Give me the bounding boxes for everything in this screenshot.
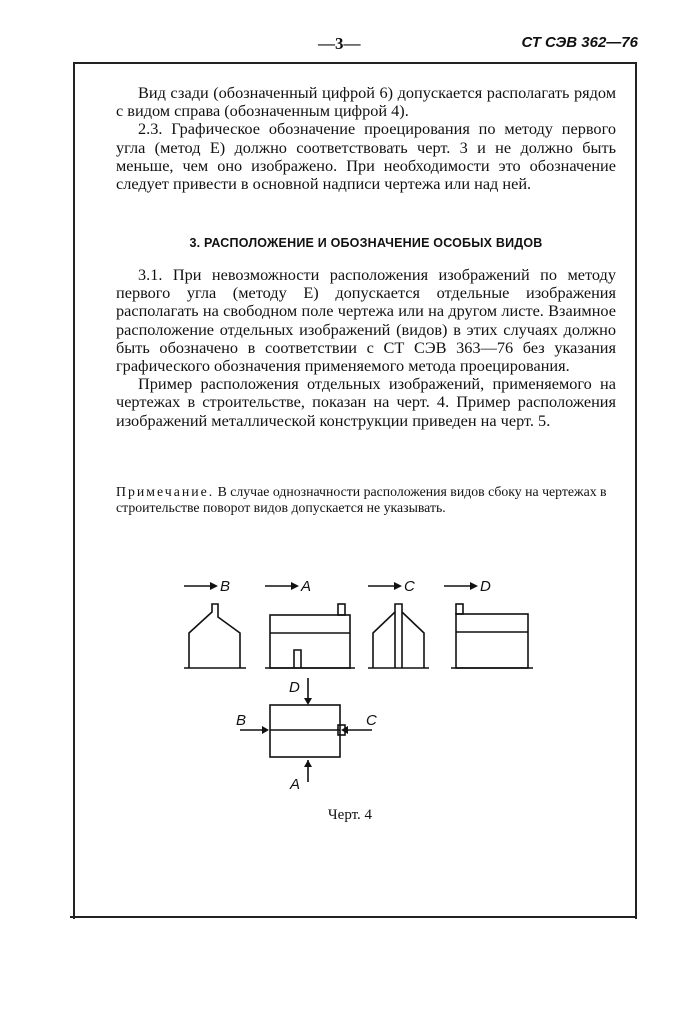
standard-code: СТ СЭВ 362—76 [521,34,638,51]
view-c-side [368,604,429,668]
top-text-block [116,84,616,193]
label-plan-left: B [236,712,247,729]
label-plan-bottom: A [290,776,301,793]
label-plan-top: D [289,679,300,696]
figure-caption: Черт. 4 [327,807,373,823]
page-number: —3— [318,34,361,53]
paragraph-3-1: 3.1. При невозможности расположения изображений по методу первого угла (методу Е) допускается отдельные изображения располагать на свободном поле чертежа или на другом листе. Взаимное расположение отдельных изображений (видов) в этих случаях должно быть обозначено в соответствии с СТ СЭВ 363—76 без указания графического обозначения применяемого метода проецирования. [116,265,616,376]
arrow-heads [210,582,478,767]
note-block [116,484,626,516]
paragraph-rear-view: Вид сзади (обозначенный цифрой 6) допускается располагать рядом с видом справа (обозначенным цифрой 4). [116,83,616,121]
view-d-rear [451,604,533,668]
label-plan-right: C [366,712,377,729]
label-view-d: D [480,578,491,595]
note-text: В случае однозначности расположения видов сбоку на чертежах в строительстве поворот видов допускается не указывать. [116,484,607,515]
label-view-c: C [404,578,415,595]
view-b-house [184,604,246,668]
paragraph-example: Пример расположения отдельных изображений, применяемого на чертежах в строительстве, показан на черт. 4. Пример расположения изображений металлической конструкции приведен на черт. 5. [116,374,616,430]
view-a-facade [265,604,355,668]
drawing-figure-4 [180,570,560,795]
section-text-block [116,266,616,430]
label-view-b: B [220,578,231,595]
paragraph-2-3: 2.3. Графическое обозначение проецирования по методу первого угла (метод Е) должно соответствовать черт. 3 и не должно быть меньше, чем оно изображено. При необходимости это обозначение следует привести в основной надписи чертежа или над ней. [116,119,616,194]
page-header [0,34,700,58]
note-label: Примечание. [116,484,215,499]
label-view-a: A [301,578,312,595]
frame-bottom-line [70,916,636,918]
section-heading: 3. РАСПОЛОЖЕНИЕ И ОБОЗНАЧЕНИЕ ОСОБЫХ ВИДОВ [189,236,543,250]
